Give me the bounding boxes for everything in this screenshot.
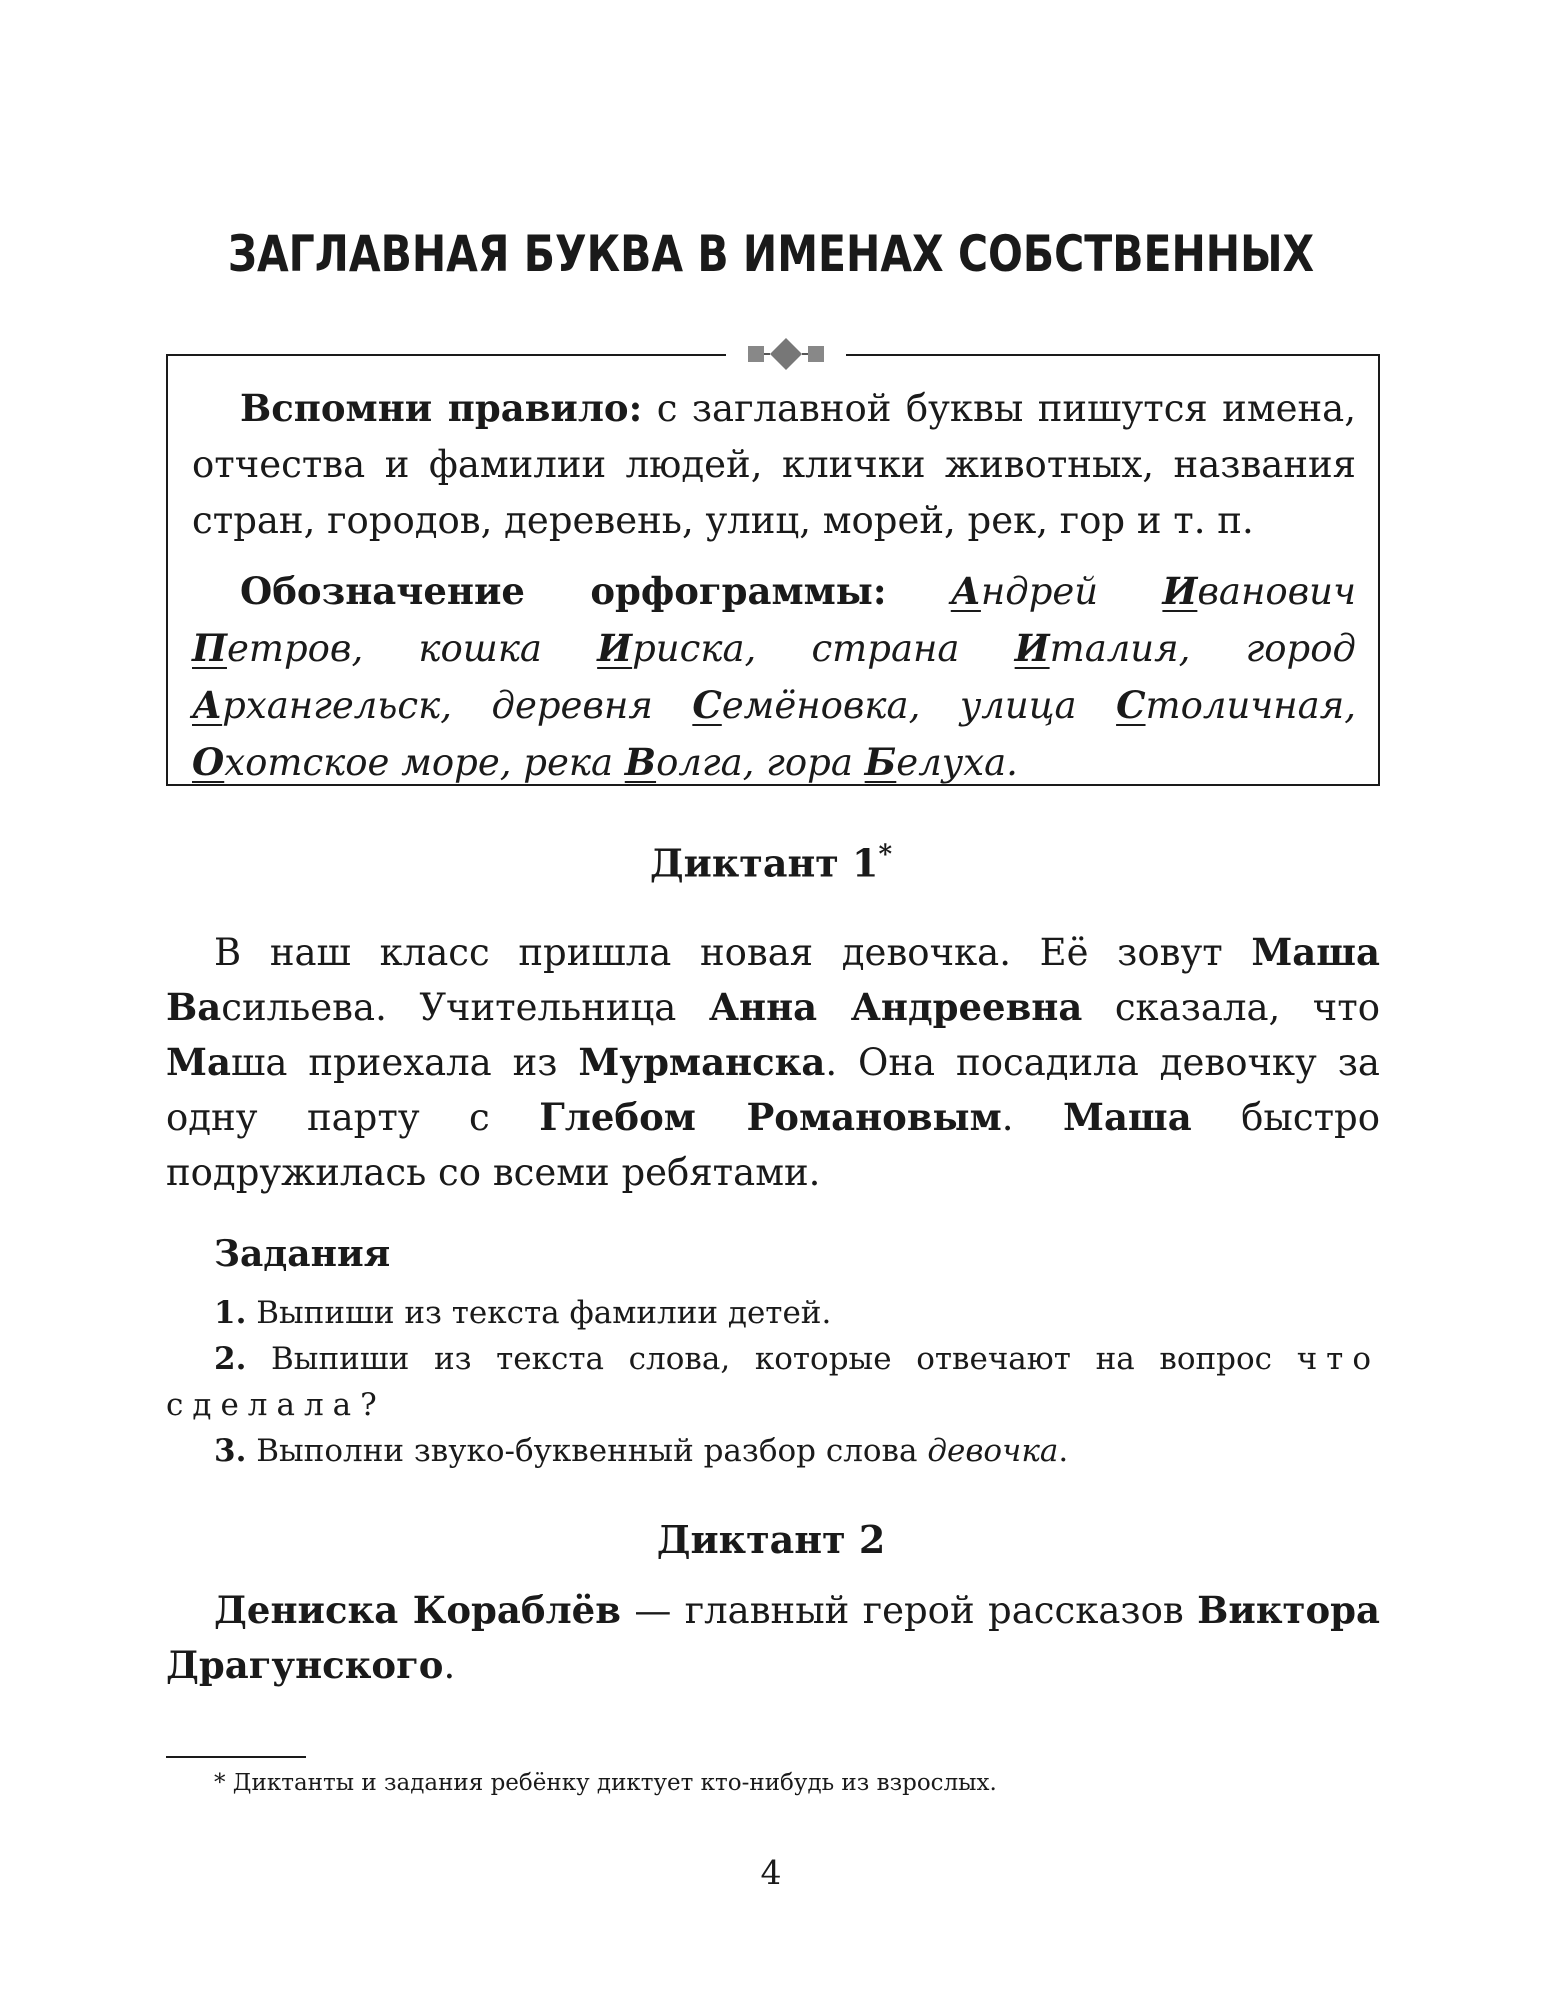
- rule-text: с заглавной буквы пишутся имена, отчества и фамилии людей, клички животных, названия стран, городов, деревень, улиц, морей, рек, гор и т. п.: [192, 387, 1356, 542]
- orthogram-example-rest: талия, город: [1049, 627, 1356, 670]
- orthogram-example-rest: емёновка, улица: [721, 684, 1117, 727]
- tasks-title: Задания: [214, 1233, 391, 1275]
- task-number: 1.: [214, 1295, 247, 1331]
- text-run: .: [1001, 1096, 1063, 1139]
- text-run: сказала, что: [1082, 986, 1380, 1029]
- task-word: девочка: [927, 1433, 1059, 1469]
- task-item: [166, 1428, 1380, 1474]
- text-run: В наш класс пришла новая девочка. Её зовут: [214, 931, 1252, 974]
- proper-name: Анна Андреевна: [708, 985, 1083, 1029]
- text-run: — главный герой рассказов: [620, 1589, 1198, 1632]
- orthogram-example-rest: ванович: [1197, 570, 1356, 613]
- dictation-1-title: [0, 840, 1542, 886]
- proper-name: Виктора Драгунского: [166, 1588, 1380, 1687]
- proper-name: Дениска Кораблёв: [214, 1588, 621, 1632]
- text-run: .: [443, 1644, 456, 1687]
- orthogram-example-rest: рхангельск, деревня: [222, 684, 693, 727]
- footnote-divider: [166, 1756, 306, 1758]
- footnote: * Диктанты и задания ребёнку диктует кто-нибудь из взрослых.: [214, 1770, 997, 1796]
- orthogram-label: Обозначение орфограммы:: [240, 569, 887, 613]
- footnote-mark: *: [878, 840, 893, 870]
- orthogram-capital-letter: И: [1014, 626, 1050, 670]
- orthogram-capital-letter: П: [192, 626, 227, 670]
- orthogram-example-rest: хотское море, река: [224, 741, 625, 784]
- task-question: что сделала: [166, 1341, 1380, 1423]
- dictation-1-text: [166, 925, 1380, 1200]
- dictation-2-title: Диктант 2: [656, 1517, 886, 1562]
- task-item: [166, 1336, 1380, 1428]
- task-text: Выпиши из текста фамилии детей.: [246, 1295, 832, 1331]
- orthogram-paragraph: [192, 563, 1356, 791]
- dictation-2-paragraph: [166, 1583, 1380, 1693]
- rule-box: [166, 354, 1380, 786]
- orthogram-capital-letter: И: [597, 626, 633, 670]
- orthogram-example-rest: риска, страна: [632, 627, 1015, 670]
- orthogram-example-rest: олга, гора: [656, 741, 865, 784]
- orthogram-capital-letter: О: [192, 740, 225, 784]
- tasks-list: [166, 1290, 1380, 1474]
- orthogram-example-rest: елуха.: [896, 741, 1018, 784]
- orthogram-capital-letter: И: [1162, 569, 1198, 613]
- task-number: 2.: [214, 1341, 247, 1377]
- proper-name: Маша: [1063, 1095, 1192, 1139]
- rule-label: Вспомни правило:: [240, 386, 643, 430]
- dictation-2-text: [166, 1583, 1380, 1693]
- task-text: Выпиши из текста слова, которые отвечают на вопрос: [246, 1341, 1297, 1377]
- proper-name: Маша Ва: [166, 930, 1380, 1029]
- text-run: сильева. Учительница: [221, 986, 709, 1029]
- proper-name: Глебом Романовым: [539, 1095, 1002, 1139]
- orthogram-capital-letter: А: [192, 683, 223, 727]
- proper-name: Мурманска: [578, 1040, 826, 1084]
- task-tail: ?: [360, 1387, 377, 1423]
- text-run: быстро подружилась со всеми ребятами.: [166, 1096, 1380, 1194]
- proper-name: Ма: [166, 1040, 231, 1084]
- task-number: 3.: [214, 1433, 247, 1469]
- text-run: . Она посадила девочку за одну парту с: [166, 1041, 1380, 1139]
- orthogram-capital-letter: С: [692, 683, 722, 727]
- dictation-1-paragraph: [166, 925, 1380, 1200]
- orthogram-example-rest: толичная,: [1145, 684, 1356, 727]
- rule-paragraph: [192, 380, 1356, 549]
- task-item: [166, 1290, 1380, 1336]
- orthogram-capital-letter: Б: [864, 740, 897, 784]
- orthogram-capital-letter: А: [950, 569, 981, 613]
- dictation-1-title-text: Диктант 1: [649, 840, 879, 886]
- orthogram-capital-letter: С: [1116, 683, 1146, 727]
- task-text: Выполни звуко-буквенный разбор слова: [246, 1433, 928, 1469]
- orthogram-example-rest: етров, кошка: [226, 627, 598, 670]
- page-number: 4: [760, 1853, 782, 1892]
- task-tail: .: [1058, 1433, 1069, 1469]
- orthogram-example-rest: ндрей: [980, 570, 1163, 613]
- text-run: ша приехала из: [230, 1041, 579, 1084]
- orthogram-capital-letter: В: [624, 740, 657, 784]
- page-title: ЗАГЛАВНАЯ БУКВА В ИМЕНАХ СОБСТВЕННЫХ: [227, 225, 1315, 283]
- ornament-icon: [726, 336, 846, 372]
